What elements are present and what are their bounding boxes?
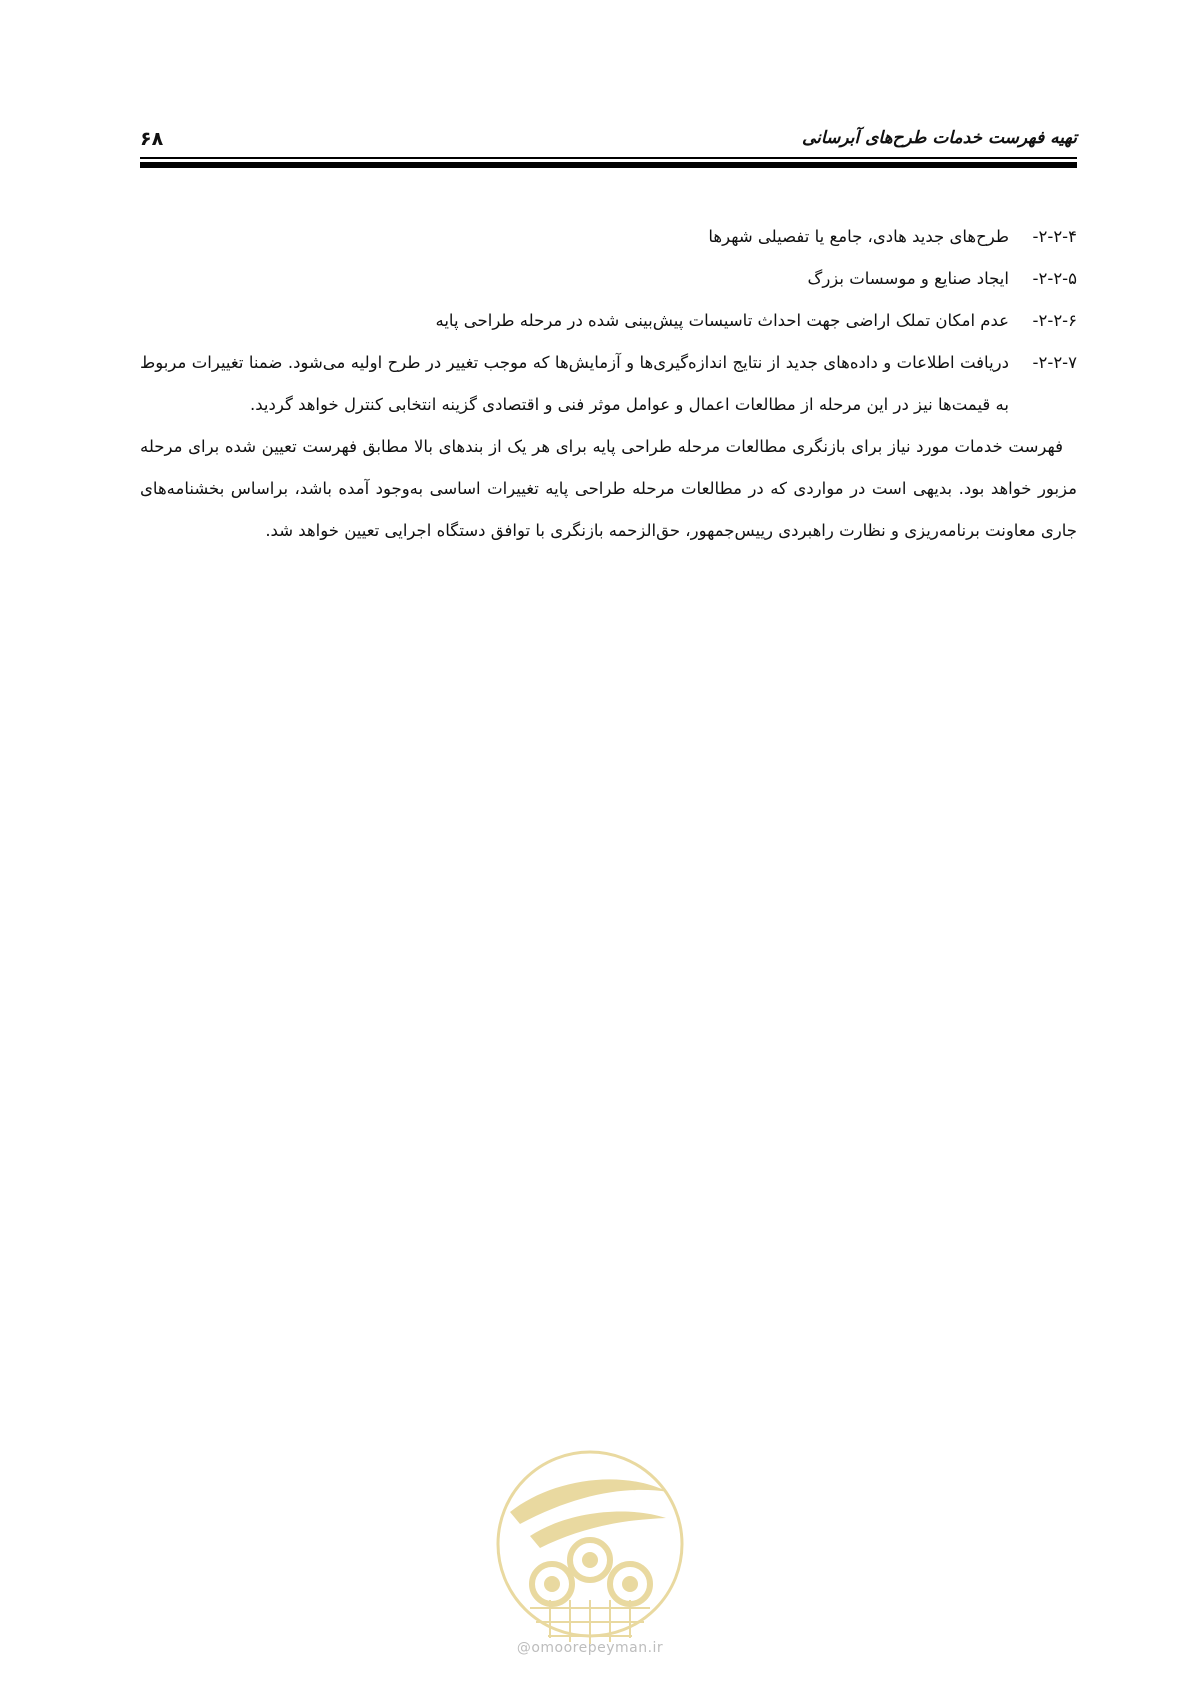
- page-header: [140, 128, 1077, 152]
- list-item-text: طرح‌های جدید هادی، جامع یا تفصیلی شهرها: [708, 227, 1009, 246]
- list-item-text: ایجاد صنایع و موسسات بزرگ: [807, 269, 1009, 288]
- list-item: [140, 216, 1077, 258]
- watermark-site: @omoorepeyman.ir: [516, 1640, 664, 1656]
- running-title: تهیه فهرست خدمات طرح‌های آبرسانی: [802, 128, 1077, 148]
- header-rule-thin: [140, 157, 1077, 159]
- page-number: ۶۸: [140, 128, 164, 150]
- header-rule-thick: [140, 162, 1077, 168]
- list-item: [140, 258, 1077, 300]
- list-item-number: ۲-۲-۶-: [1032, 311, 1077, 330]
- list-item: [140, 342, 1077, 426]
- list-item-number: ۲-۲-۷-: [1032, 353, 1077, 372]
- list-item: [140, 300, 1077, 342]
- list-item-number: ۲-۲-۵-: [1032, 269, 1077, 288]
- body-paragraph: فهرست خدمات مورد نیاز برای بازنگری مطالعات مرحله طراحی پایه برای هر یک از بندهای بالا مطابق فهرست تعیین شده برای مرحله مزبور خواهد بود. بدیهی است در مواردی که در مطالعات مرحله طراحی پایه تغییرات اساسی به‌وجود آمده باشد، براساس بخشنامه‌های جاری معاونت برنامه‌ریزی و نظارت راهبردی رییس‌جمهور، حق‌الزحمه بازنگری با توافق دستگاه اجرایی تعیین خواهد شد.: [140, 437, 1077, 540]
- list-item-text: عدم امکان تملک اراضی جهت احداث تاسیسات پیش‌بینی شده در مرحله طراحی پایه: [435, 311, 1009, 330]
- document-body: [140, 216, 1077, 552]
- watermark-logo-icon: [490, 1440, 690, 1650]
- list-item-text: دریافت اطلاعات و داده‌های جدید از نتایج اندازه‌گیری‌ها و آزمایش‌ها که موجب تغییر در طرح اولیه می‌شود. ضمنا تغییرات مربوط به قیمت‌ها نیز در این مرحله از مطالعات اعمال و عوامل موثر فنی و اقتصادی گزینه انتخابی کنترل خواهد گردید.: [140, 353, 1009, 414]
- list-item-number: ۲-۲-۴-: [1032, 227, 1077, 246]
